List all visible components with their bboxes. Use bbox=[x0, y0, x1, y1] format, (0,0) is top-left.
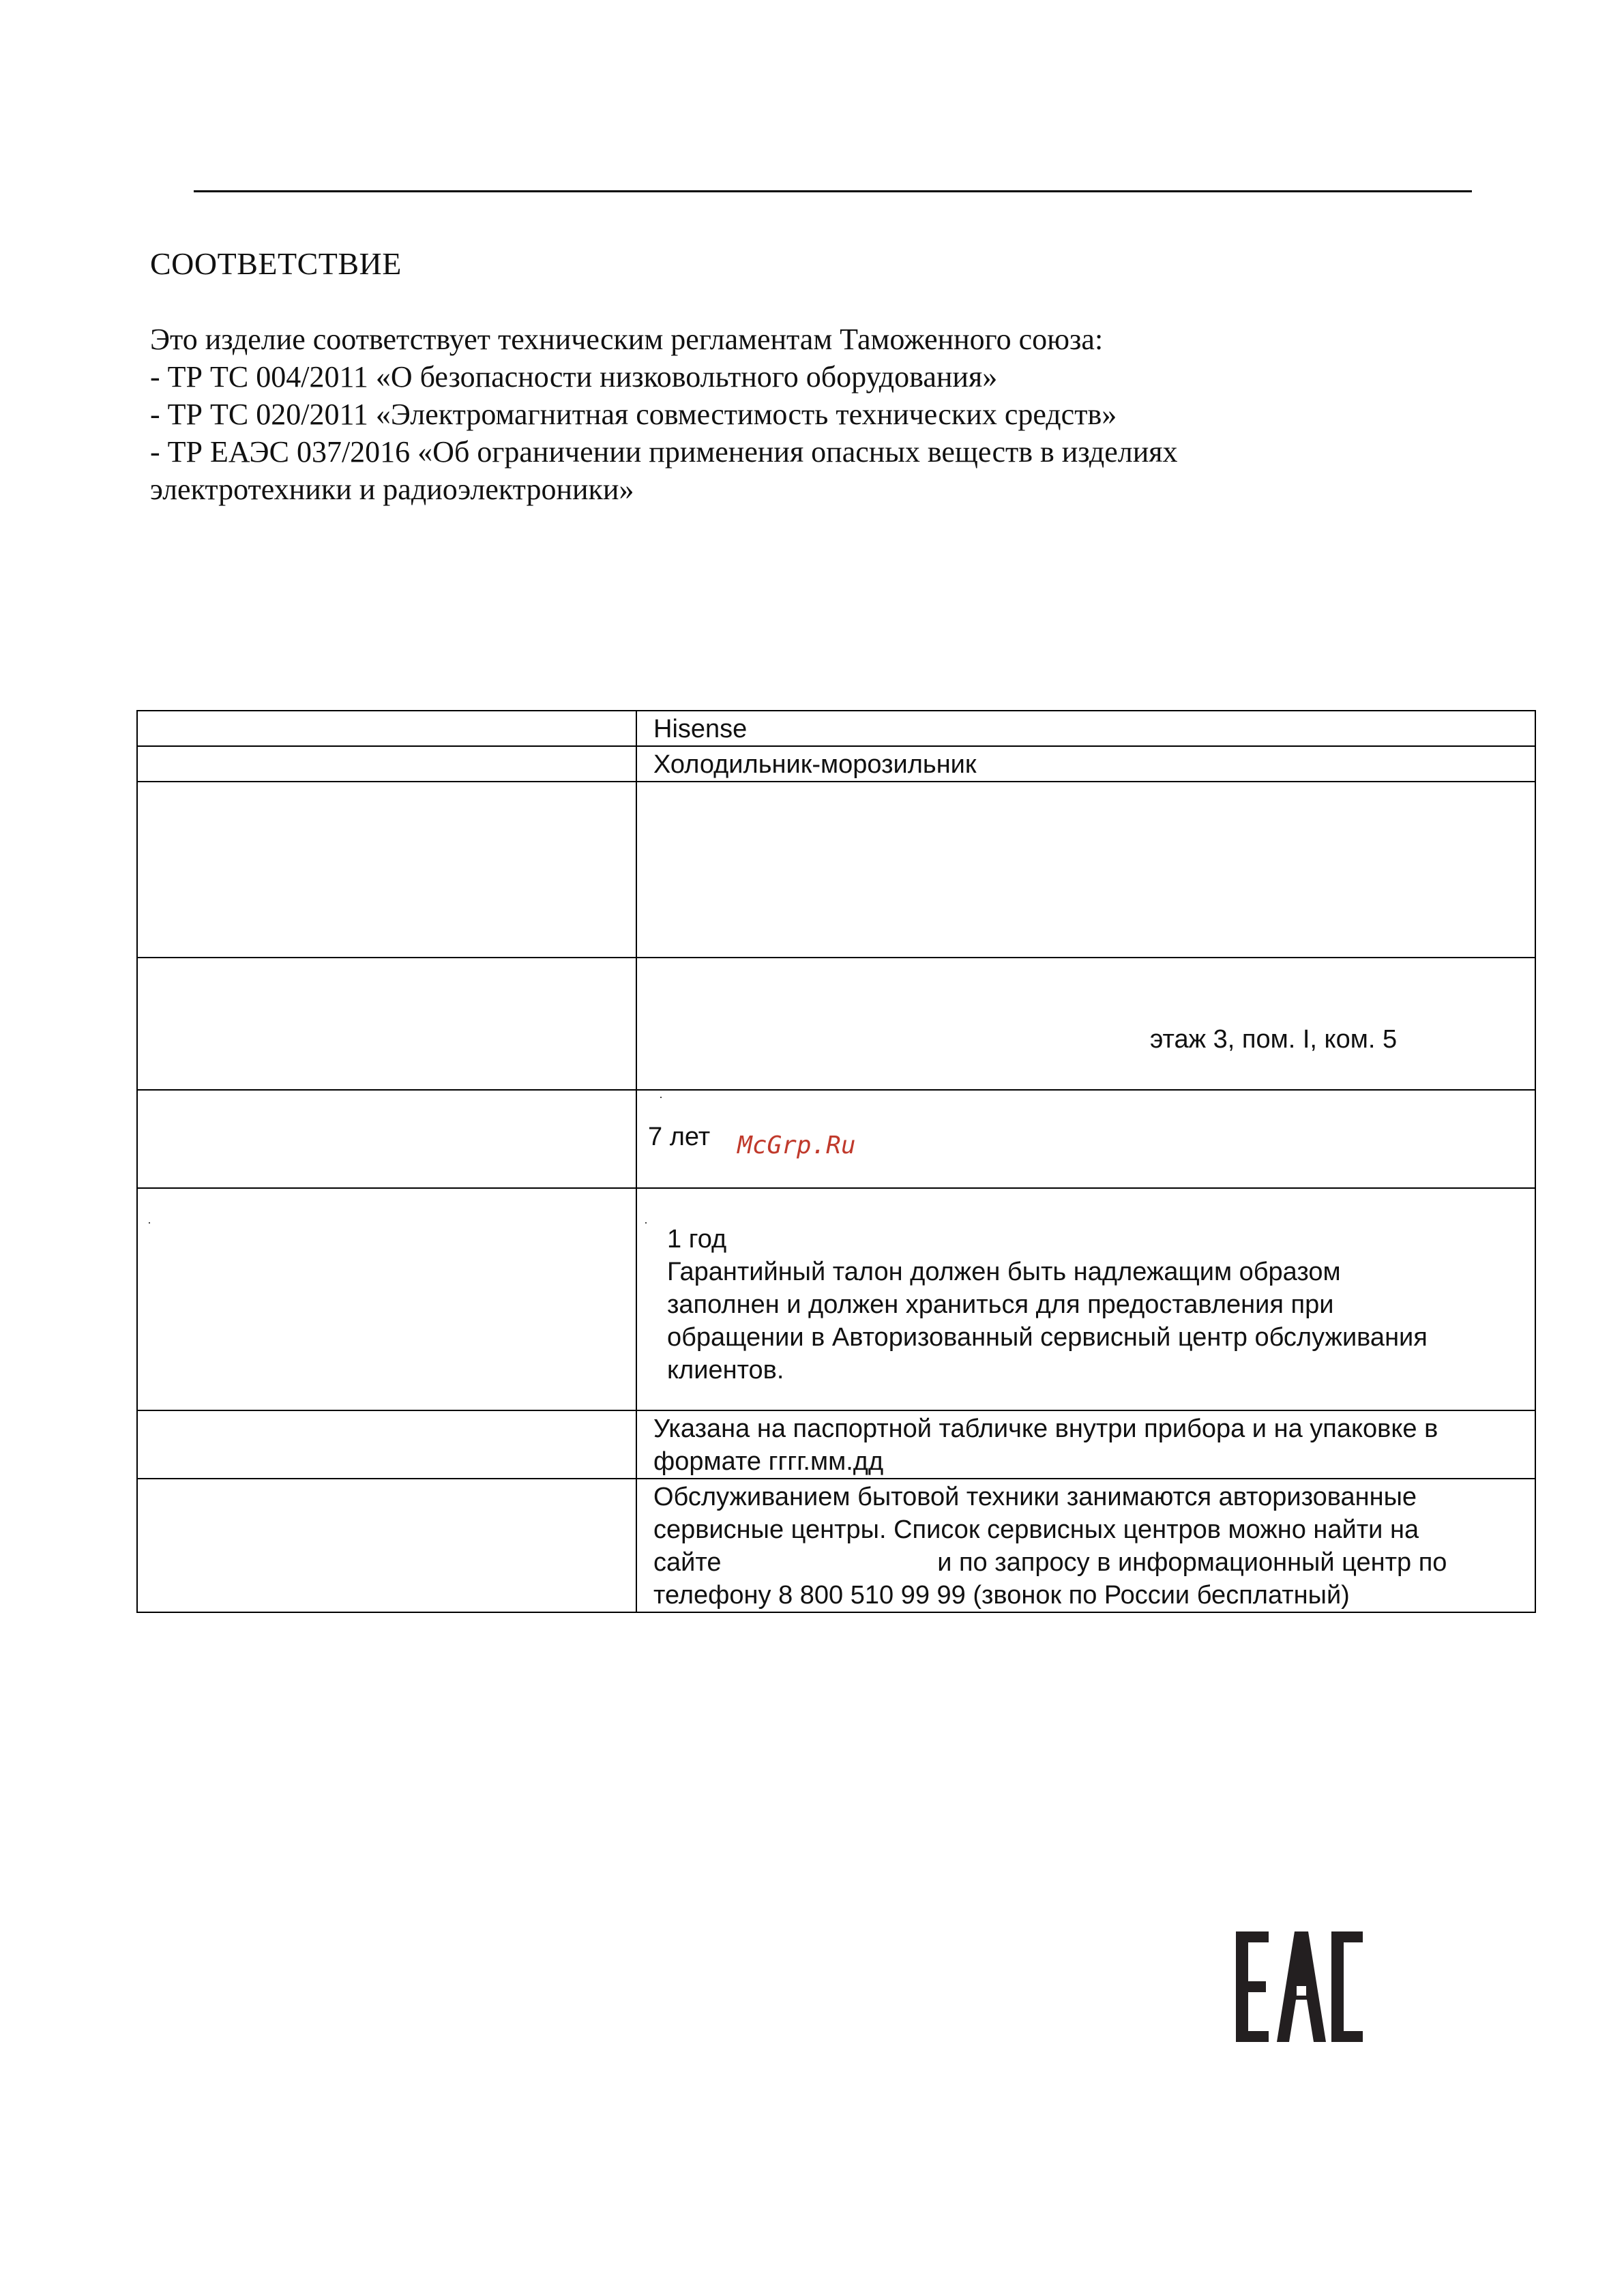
table-row bbox=[137, 1090, 1535, 1188]
warranty-line: обращении в Авторизованный сервисный центр обслуживания bbox=[667, 1323, 1428, 1352]
value-cell bbox=[636, 1410, 1535, 1479]
stray-mark bbox=[660, 1097, 662, 1098]
regulation-line: - ТР ТС 004/2011 «О безопасности низковольтного оборудования» bbox=[150, 360, 998, 394]
intro-line: Это изделие соответствует техническим регламентам Таможенного союза: bbox=[150, 323, 1104, 356]
stray-mark bbox=[645, 1222, 647, 1224]
product-type-value: Холодильник-морозильник bbox=[653, 750, 977, 779]
service-life-value: 7 лет bbox=[648, 1123, 711, 1151]
eac-mark-icon bbox=[1236, 1931, 1363, 2045]
regulation-line: - ТР ТС 020/2011 «Электромагнитная совместимость технических средств» bbox=[150, 398, 1117, 431]
manufacture-line: Указана на паспортной табличке внутри прибора и на упаковке в bbox=[653, 1415, 1438, 1443]
label-cell bbox=[137, 1188, 636, 1410]
regulation-line: электротехники и радиоэлектроники» bbox=[150, 473, 634, 506]
value-cell bbox=[636, 958, 1535, 1090]
value-cell bbox=[636, 746, 1535, 782]
service-line: телефону 8 800 510 99 99 (звонок по России бесплатный) bbox=[653, 1581, 1350, 1610]
warranty-text bbox=[637, 1189, 1535, 1387]
table-row bbox=[137, 746, 1535, 782]
label-cell bbox=[137, 1090, 636, 1188]
value-cell bbox=[636, 782, 1535, 958]
table-row bbox=[137, 711, 1535, 746]
table-row bbox=[137, 1479, 1535, 1612]
section-heading: СООТВЕТСТВИЕ bbox=[150, 246, 402, 281]
service-line: Обслуживанием бытовой техники занимаются авторизованные bbox=[653, 1483, 1417, 1511]
warranty-line: Гарантийный талон должен быть надлежащим образом bbox=[667, 1258, 1341, 1286]
value-cell bbox=[636, 1188, 1535, 1410]
label-cell bbox=[137, 746, 636, 782]
regulation-line: - ТР ЕАЭС 037/2016 «Об ограничении применения опасных веществ в изделиях bbox=[150, 435, 1178, 469]
label-cell bbox=[137, 958, 636, 1090]
label-cell bbox=[137, 1479, 636, 1612]
conformity-paragraph bbox=[150, 321, 1514, 508]
warranty-line: клиентов. bbox=[667, 1356, 784, 1385]
product-info-table bbox=[136, 710, 1536, 1613]
manufacture-line: формате гггг.мм.дд bbox=[653, 1447, 884, 1476]
address-value: этаж 3, пом. I, ком. 5 bbox=[1150, 1025, 1398, 1054]
service-info-text bbox=[637, 1479, 1535, 1612]
label-cell bbox=[137, 1410, 636, 1479]
table-row bbox=[137, 958, 1535, 1090]
value-cell bbox=[636, 1479, 1535, 1612]
value-cell bbox=[636, 1090, 1535, 1188]
eac-logo-graphic bbox=[1236, 1931, 1363, 2042]
manufacture-date-text bbox=[637, 1411, 1535, 1478]
top-rule bbox=[194, 190, 1472, 192]
watermark: McGrp.Ru bbox=[737, 1131, 856, 1159]
table-row bbox=[137, 1410, 1535, 1479]
service-line: сервисные центры. Список сервисных центров можно найти на bbox=[653, 1515, 1419, 1544]
stray-mark bbox=[149, 1222, 150, 1224]
value-cell bbox=[636, 711, 1535, 746]
table-row bbox=[137, 1188, 1535, 1410]
table-row bbox=[137, 782, 1535, 958]
warranty-line: заполнен и должен храниться для предоставления при bbox=[667, 1290, 1334, 1319]
service-life-line bbox=[637, 1091, 1535, 1162]
warranty-period: 1 год bbox=[667, 1225, 727, 1254]
service-line: сайте и по запросу в информационный центр по bbox=[653, 1548, 1447, 1577]
brand-value: Hisense bbox=[653, 715, 748, 743]
label-cell bbox=[137, 782, 636, 958]
label-cell bbox=[137, 711, 636, 746]
